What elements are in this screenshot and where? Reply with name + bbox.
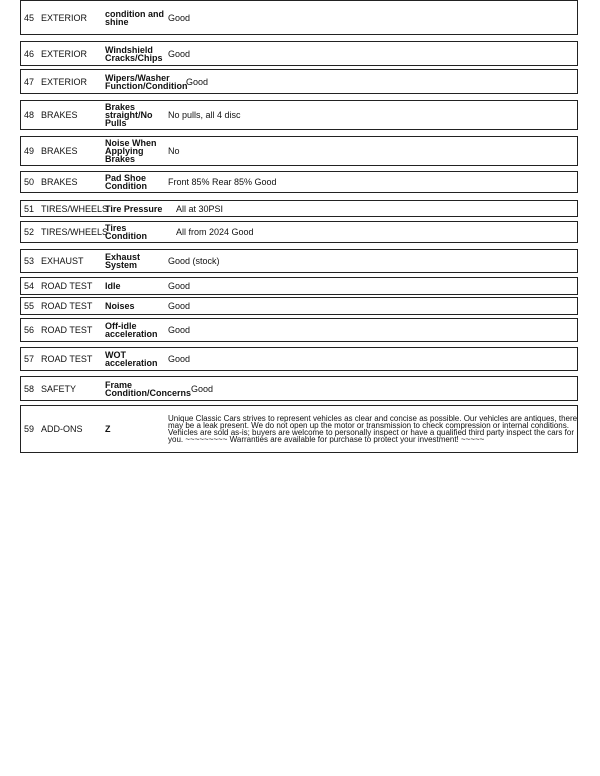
table-row	[20, 136, 578, 166]
table-row	[20, 200, 578, 217]
row-item: Noise When Applying Brakes	[105, 138, 157, 164]
row-number: 48	[24, 110, 35, 120]
row-number: 51	[24, 203, 35, 214]
row-item: Windshield Cracks/Chips	[105, 44, 163, 63]
row-value: No	[168, 146, 180, 156]
row-value: Front 85% Rear 85% Good	[168, 177, 277, 187]
row-item: Noises	[105, 301, 135, 311]
row-category: ROAD TEST	[41, 301, 93, 311]
row-value: Good	[186, 76, 209, 87]
row-number: 59	[24, 424, 35, 434]
row-category: TIRES/WHEELS	[41, 227, 109, 237]
row-value: No pulls, all 4 disc	[168, 110, 241, 120]
row-value: Good	[168, 12, 191, 23]
table-row	[20, 221, 578, 243]
row-category: EXTERIOR	[41, 12, 88, 23]
row-number: 49	[24, 146, 35, 156]
table-row	[20, 347, 578, 371]
row-item: Idle	[105, 281, 121, 291]
table-row	[20, 277, 578, 295]
row-category: TIRES/WHEELS	[41, 203, 109, 214]
row-value: Good	[168, 281, 191, 291]
row-item: Z	[105, 424, 111, 434]
row-category: BRAKES	[41, 110, 78, 120]
row-category: EXTERIOR	[41, 76, 88, 87]
row-category: ADD-ONS	[41, 424, 83, 434]
row-value: Good	[168, 301, 191, 311]
row-category: ROAD TEST	[41, 325, 93, 335]
row-number: 52	[24, 227, 35, 237]
row-number: 45	[24, 12, 35, 23]
row-number: 50	[24, 177, 35, 187]
row-value: Good	[168, 354, 191, 364]
table-row	[20, 376, 578, 401]
row-item: Exhaust System	[105, 252, 141, 270]
row-number: 57	[24, 354, 35, 364]
table-row	[20, 0, 578, 35]
row-number: 53	[24, 256, 35, 266]
row-category: EXTERIOR	[41, 48, 88, 59]
row-value: All from 2024 Good	[176, 227, 254, 237]
row-value: Good	[168, 325, 191, 335]
row-number: 56	[24, 325, 35, 335]
row-value: All at 30PSI	[176, 203, 224, 214]
row-item: Frame Condition/Concerns	[105, 379, 191, 398]
row-number: 54	[24, 281, 35, 291]
table-row	[20, 100, 578, 130]
table-row	[20, 249, 578, 273]
row-category: ROAD TEST	[41, 281, 93, 291]
row-item: Tire Pressure	[105, 203, 163, 214]
table-row	[20, 405, 578, 453]
row-value: Good (stock)	[168, 256, 220, 266]
row-value: Good	[168, 48, 191, 59]
row-item: Off-idle acceleration	[105, 321, 158, 339]
table-row	[20, 41, 578, 66]
row-item: WOT acceleration	[105, 350, 158, 368]
row-item: Wipers/Washer Function/Condition	[105, 72, 188, 91]
row-number: 46	[24, 48, 35, 59]
row-item: Tires Condition	[105, 223, 147, 241]
table-row	[20, 297, 578, 315]
table-row	[20, 318, 578, 342]
row-number: 47	[24, 76, 35, 87]
row-item: condition and shine	[105, 8, 164, 27]
row-category: BRAKES	[41, 146, 78, 156]
row-number: 55	[24, 301, 35, 311]
row-category: SAFETY	[41, 383, 77, 394]
row-item: Brakes straight/No Pulls	[105, 102, 153, 128]
row-item: Pad Shoe Condition	[105, 173, 147, 191]
row-number: 58	[24, 383, 35, 394]
row-category: EXHAUST	[41, 256, 84, 266]
disclaimer-text: Unique Classic Cars strives to represent vehicles as clear and concise as possible. Our vehicles are antiques, there may be a leak present. We do not open up the motor or transmission to check compression or internal conditions. Vehicles are sold as-is; buyers are welcome to personally inspect or have a qualified third party inspect the cars for you. ~~~~~~~~~ Warranties are available for purchase to protect your investment! ~~~~~	[168, 414, 578, 444]
table-row	[20, 171, 578, 193]
row-category: ROAD TEST	[41, 354, 93, 364]
table-row	[20, 69, 578, 94]
row-category: BRAKES	[41, 177, 78, 187]
row-value: Good	[191, 383, 214, 394]
